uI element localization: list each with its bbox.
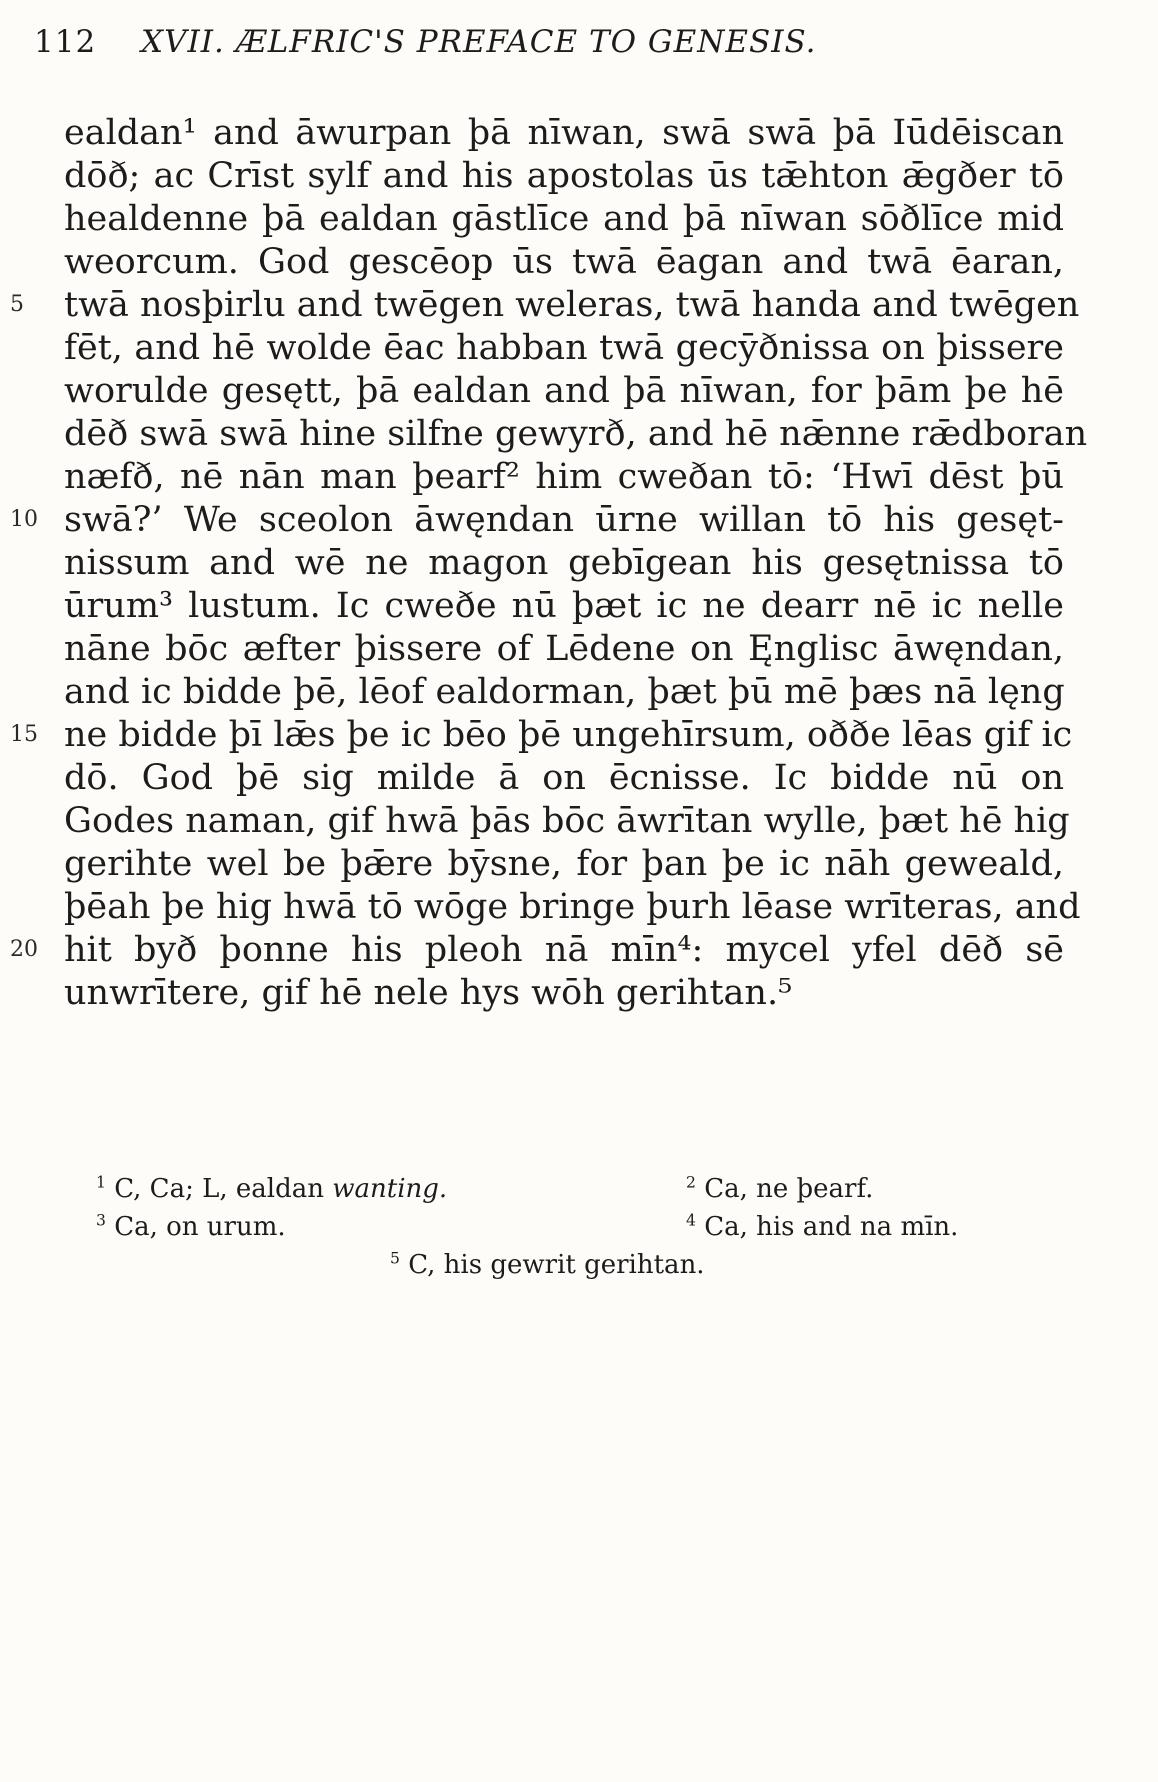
text-line: worulde gesętt, þā ealdan and þā nīwan, for þām þe hē (64, 371, 1064, 411)
text-line: ne bidde þī lǣs þe ic bēo þē ungehīrsum, oððe lēas gif ic (64, 715, 1073, 755)
footnote-mark: 4 (686, 1211, 696, 1230)
text-line: dō. God þē sig milde ā on ēcnisse. Ic bidde nū on (64, 758, 1064, 798)
footnote-text: C, his gewrit gerihtan. (408, 1250, 705, 1280)
text-line: healdenne þā ealdan gāstlīce and þā nīwan sōðlīce mid (64, 199, 1064, 239)
text-line: Godes naman, gif hwā þās bōc āwrītan wylle, þæt hē hig (64, 801, 1070, 841)
text-line: hit byð þonne his pleoh nā mīn⁴: mycel yfel dēð sē (64, 930, 1064, 970)
footnote-text: Ca, ne þearf. (704, 1174, 874, 1204)
text-line: ūrum³ lustum. Ic cweðe nū þæt ic ne dearr nē ic nelle (64, 586, 1064, 626)
text-line: þēah þe hig hwā tō wōge bringe þurh lēase wrīteras, and (64, 887, 1081, 927)
line-number: 10 (10, 507, 38, 532)
footnote-text: Ca, on urum. (114, 1212, 286, 1242)
footnote-text: C, Ca; L, ealdan (114, 1174, 324, 1204)
text-line: dēð swā swā hine silfne gewyrð, and hē nǣnne rǣdboran (64, 414, 1088, 454)
text-line: unwrītere, gif hē nele hys wōh gerihtan.⁵ (64, 973, 793, 1013)
running-title: XVII. ÆLFRIC'S PREFACE TO GENESIS. (141, 24, 817, 60)
text-line: ealdan¹ and āwurpan þā nīwan, swā swā þā Iūdēiscan (64, 113, 1064, 153)
line-number: 5 (10, 292, 24, 317)
footnote-text: Ca, his and na mīn. (704, 1212, 959, 1242)
footnote-2 (686, 1170, 873, 1208)
footnote-mark: 3 (96, 1211, 106, 1230)
footnote-4 (686, 1208, 958, 1246)
line-number: 20 (10, 937, 38, 962)
text-line: twā nosþirlu and twēgen weleras, twā handa and twēgen (64, 285, 1080, 325)
text-line: næfð, nē nān man þearf² him cweðan tō: ‘Hwī dēst þū (64, 457, 1064, 497)
footnote-italic: wanting. (332, 1174, 448, 1204)
text-line: nāne bōc æfter þissere of Lēdene on Ęnglisc āwęndan, (64, 629, 1064, 669)
line-number: 15 (10, 722, 38, 747)
running-head (34, 24, 1034, 60)
text-line: gerihte wel be þǣre bȳsne, for þan þe ic nāh geweald, (64, 844, 1064, 884)
footnote-1 (96, 1170, 447, 1208)
footnote-mark: 1 (96, 1173, 106, 1192)
text-line: swā?’ We sceolon āwęndan ūrne willan tō his gesęt- (64, 500, 1064, 540)
footnote-5 (390, 1246, 705, 1284)
footnote-mark: 5 (390, 1249, 400, 1268)
text-line: dōð; ac Crīst sylf and his apostolas ūs tǣhton ǣgðer tō (64, 156, 1064, 196)
text-line: nissum and wē ne magon gebīgean his gesętnissa tō (64, 543, 1064, 583)
text-line: fēt, and hē wolde ēac habban twā gecȳðnissa on þissere (64, 328, 1064, 368)
footnote-mark: 2 (686, 1173, 696, 1192)
page-number: 112 (34, 24, 97, 60)
text-line: weorcum. God gescēop ūs twā ēagan and twā ēaran, (64, 242, 1064, 282)
text-line: and ic bidde þē, lēof ealdorman, þæt þū mē þæs nā lęng (64, 672, 1065, 712)
footnote-3 (96, 1208, 286, 1246)
